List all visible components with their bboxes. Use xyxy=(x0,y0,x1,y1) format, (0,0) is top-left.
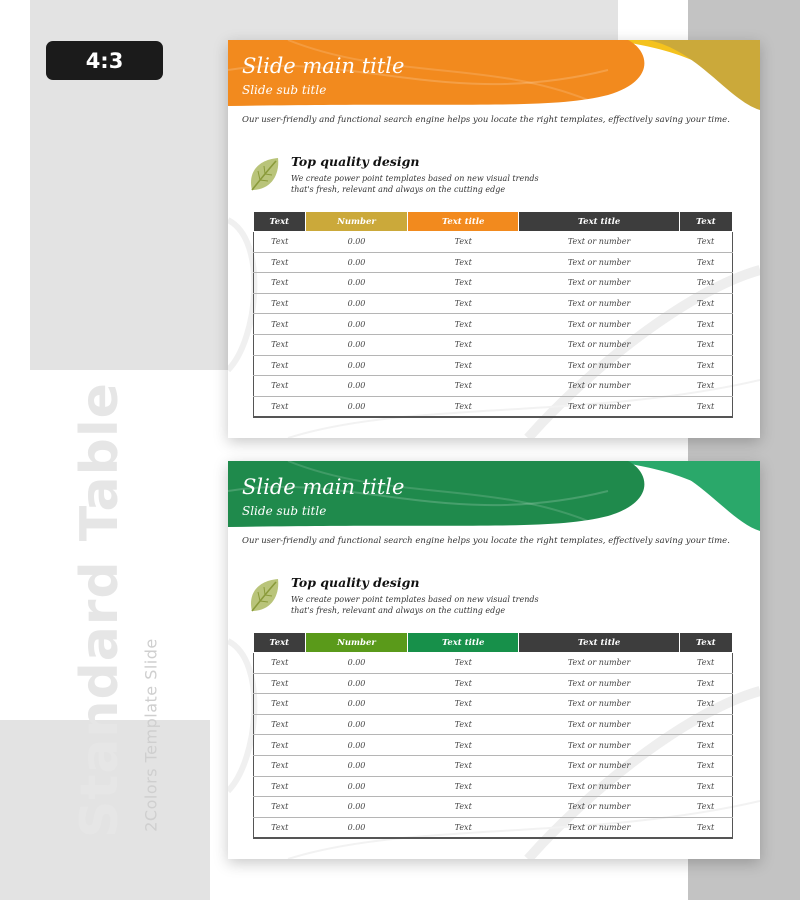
table-cell: 0.00 xyxy=(305,797,407,818)
table-cell: Text xyxy=(679,376,732,397)
table-header-cell: Text xyxy=(679,633,732,653)
aspect-ratio-badge: 4:3 xyxy=(46,41,163,80)
table-cell: Text xyxy=(408,797,519,818)
table-row xyxy=(254,232,733,253)
table-cell: Text or number xyxy=(519,714,679,735)
feature-description-line: We create power point templates based on new visual trends xyxy=(291,595,539,604)
table-cell: Text or number xyxy=(519,776,679,797)
table-cell: Text xyxy=(679,755,732,776)
feature-title: Top quality design xyxy=(291,575,420,590)
table-cell: Text xyxy=(679,797,732,818)
table-cell: Text or number xyxy=(519,735,679,756)
table-cell: 0.00 xyxy=(305,735,407,756)
table-cell: Text xyxy=(254,694,306,715)
table-row xyxy=(254,396,733,417)
table-cell: Text or number xyxy=(519,396,679,417)
table-cell: Text xyxy=(679,694,732,715)
table-cell: 0.00 xyxy=(305,714,407,735)
table-row xyxy=(254,376,733,397)
feature-description-line: We create power point templates based on new visual trends xyxy=(291,174,539,183)
table-cell: Text xyxy=(679,355,732,376)
leaf-icon xyxy=(246,154,282,194)
table-header-cell: Text title xyxy=(519,633,679,653)
table-cell: Text xyxy=(408,273,519,294)
table-cell: Text xyxy=(408,252,519,273)
table-cell: Text or number xyxy=(519,673,679,694)
table-cell: Text xyxy=(254,396,306,417)
table-cell: Text xyxy=(254,293,306,314)
table-cell: Text xyxy=(254,755,306,776)
table-cell: 0.00 xyxy=(305,376,407,397)
table-cell: Text xyxy=(408,694,519,715)
table-cell: 0.00 xyxy=(305,694,407,715)
table-cell: Text xyxy=(408,293,519,314)
table-cell: 0.00 xyxy=(305,293,407,314)
table-cell: Text or number xyxy=(519,755,679,776)
table-cell: Text or number xyxy=(519,355,679,376)
table-cell: 0.00 xyxy=(305,673,407,694)
table-header-row xyxy=(254,633,733,653)
side-title: Standard Table xyxy=(70,382,130,838)
table-row xyxy=(254,714,733,735)
slide-orange xyxy=(228,40,760,438)
table-cell: Text xyxy=(679,817,732,838)
table-cell: Text xyxy=(254,817,306,838)
table-row xyxy=(254,817,733,838)
table-cell: Text xyxy=(408,334,519,355)
table-cell: 0.00 xyxy=(305,273,407,294)
table-cell: Text or number xyxy=(519,797,679,818)
table-row xyxy=(254,776,733,797)
table-cell: Text or number xyxy=(519,232,679,253)
table-cell: Text xyxy=(408,735,519,756)
table-cell: Text xyxy=(408,396,519,417)
table-row xyxy=(254,314,733,335)
table-cell: Text xyxy=(679,714,732,735)
table-cell: Text or number xyxy=(519,334,679,355)
table-cell: Text xyxy=(679,396,732,417)
table-cell: Text xyxy=(254,252,306,273)
table-cell: 0.00 xyxy=(305,776,407,797)
table-header-cell: Text title xyxy=(519,212,679,232)
table-cell: Text or number xyxy=(519,273,679,294)
data-table xyxy=(253,632,733,839)
table-row xyxy=(254,755,733,776)
table-cell: Text xyxy=(679,252,732,273)
table-row xyxy=(254,273,733,294)
table-cell: Text xyxy=(408,232,519,253)
table-cell: 0.00 xyxy=(305,314,407,335)
side-subtitle: 2Colors Template Slide xyxy=(141,638,161,832)
table-cell: Text xyxy=(408,817,519,838)
table-cell: 0.00 xyxy=(305,355,407,376)
table-cell: Text or number xyxy=(519,694,679,715)
slide-green xyxy=(228,461,760,859)
table-header-cell: Text title xyxy=(408,212,519,232)
table-cell: Text xyxy=(254,314,306,335)
table-header-cell: Number xyxy=(305,633,407,653)
table-cell: 0.00 xyxy=(305,755,407,776)
table-cell: Text or number xyxy=(519,293,679,314)
feature-description xyxy=(291,173,551,195)
table-row xyxy=(254,673,733,694)
table-cell: Text xyxy=(408,355,519,376)
feature-description-line: that's fresh, relevant and always on the cutting edge xyxy=(291,185,506,194)
table-cell: Text xyxy=(679,273,732,294)
table-cell: Text or number xyxy=(519,314,679,335)
table-cell: Text or number xyxy=(519,817,679,838)
slide-title: Slide main title xyxy=(242,54,405,78)
table-header-cell: Text xyxy=(254,212,306,232)
table-header-cell: Text xyxy=(254,633,306,653)
table-cell: Text xyxy=(408,714,519,735)
intro-text: Our user-friendly and functional search engine helps you locate the right templates, effectively saving your time. xyxy=(242,115,730,125)
table-cell: Text xyxy=(254,714,306,735)
table-row xyxy=(254,735,733,756)
table-cell: Text xyxy=(254,673,306,694)
table-cell: Text xyxy=(679,232,732,253)
table-cell: Text or number xyxy=(519,653,679,674)
table-cell: Text xyxy=(408,673,519,694)
feature-description xyxy=(291,594,551,616)
table-cell: Text xyxy=(254,232,306,253)
table-cell: 0.00 xyxy=(305,252,407,273)
table-cell: Text xyxy=(254,376,306,397)
table-cell: 0.00 xyxy=(305,653,407,674)
table-cell: Text xyxy=(679,673,732,694)
table-row xyxy=(254,694,733,715)
table-cell: Text xyxy=(679,776,732,797)
table-cell: Text or number xyxy=(519,376,679,397)
table-cell: Text xyxy=(679,735,732,756)
table-cell: 0.00 xyxy=(305,232,407,253)
slide-title: Slide main title xyxy=(242,475,405,499)
leaf-icon xyxy=(246,575,282,615)
table-cell: Text xyxy=(254,776,306,797)
table-cell: 0.00 xyxy=(305,396,407,417)
table-cell: Text xyxy=(254,273,306,294)
table-row xyxy=(254,653,733,674)
table-header-cell: Number xyxy=(305,212,407,232)
table-cell: Text xyxy=(679,293,732,314)
table-cell: Text xyxy=(408,653,519,674)
table-cell: Text xyxy=(408,755,519,776)
table-cell: 0.00 xyxy=(305,334,407,355)
table-row xyxy=(254,355,733,376)
slide-subtitle: Slide sub title xyxy=(242,83,327,97)
table-row xyxy=(254,293,733,314)
feature-title: Top quality design xyxy=(291,154,420,169)
table-header-cell: Text title xyxy=(408,633,519,653)
table-row xyxy=(254,334,733,355)
table-cell: Text xyxy=(254,653,306,674)
table-row xyxy=(254,797,733,818)
table-cell: Text xyxy=(679,314,732,335)
table-cell: 0.00 xyxy=(305,817,407,838)
table-cell: Text xyxy=(254,334,306,355)
table-header-cell: Text xyxy=(679,212,732,232)
table-cell: Text or number xyxy=(519,252,679,273)
feature-description-line: that's fresh, relevant and always on the cutting edge xyxy=(291,606,506,615)
intro-text: Our user-friendly and functional search engine helps you locate the right templates, effectively saving your time. xyxy=(242,536,730,546)
table-cell: Text xyxy=(679,653,732,674)
table-cell: Text xyxy=(408,376,519,397)
slide-subtitle: Slide sub title xyxy=(242,504,327,518)
table-header-row xyxy=(254,212,733,232)
data-table xyxy=(253,211,733,418)
table-cell: Text xyxy=(254,355,306,376)
table-cell: Text xyxy=(254,735,306,756)
table-cell: Text xyxy=(679,334,732,355)
table-cell: Text xyxy=(408,776,519,797)
table-row xyxy=(254,252,733,273)
table-cell: Text xyxy=(408,314,519,335)
table-cell: Text xyxy=(254,797,306,818)
